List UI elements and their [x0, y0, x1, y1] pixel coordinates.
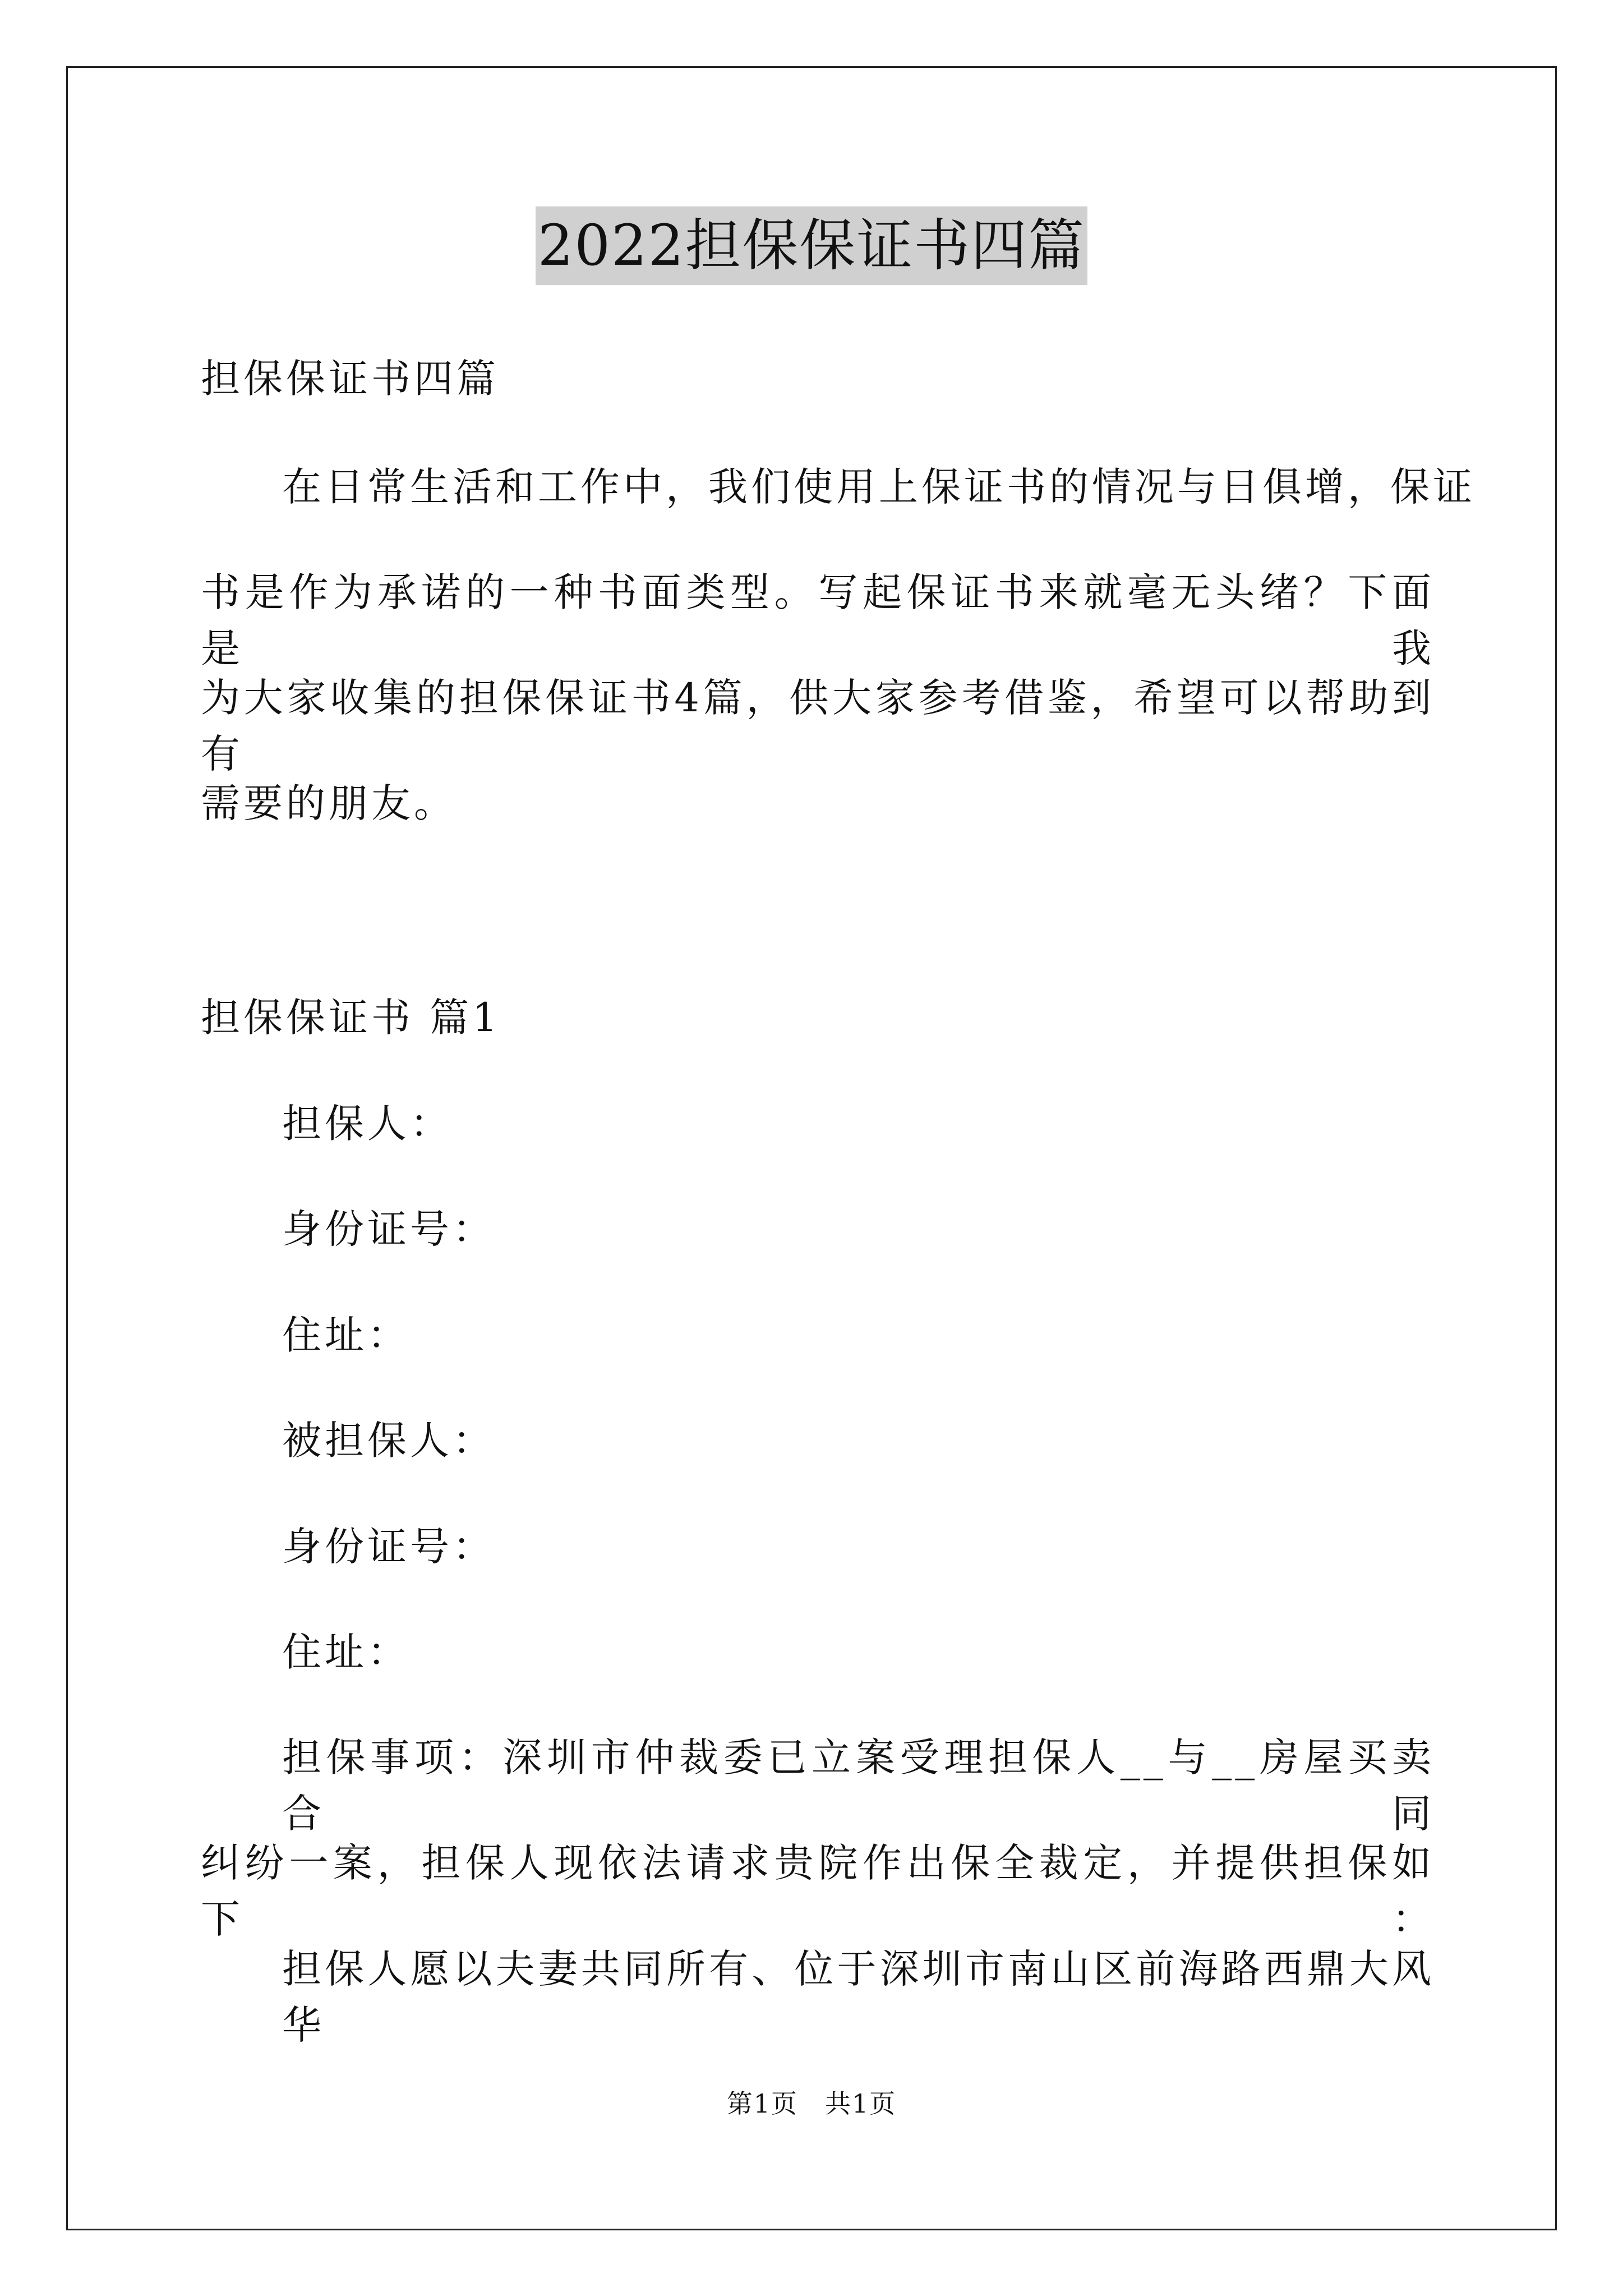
intro-line-1: 在日常生活和工作中，我们使用上保证书的情况与日俱增，保证 — [282, 464, 1476, 510]
pledge-line: 担保人愿以夫妻共同所有、位于深圳市南山区前海路西鼎大风华 — [282, 1946, 1435, 2048]
matter-line-1: 担保事项：深圳市仲裁委已立案受理担保人__与__房屋买卖合同 — [282, 1734, 1435, 1837]
intro-line-2: 书是作为承诺的一种书面类型。写起保证书来就毫无头绪？下面是我 — [201, 569, 1435, 671]
matter-line-2: 纠纷一案，担保人现依法请求贵院作出保全裁定，并提供担保如下： — [201, 1840, 1435, 1942]
intro-line-4: 需要的朋友。 — [201, 780, 457, 826]
title-container — [0, 206, 1623, 285]
document-title: 2022担保保证书四篇 — [536, 206, 1088, 285]
intro-line-3: 为大家收集的担保保证书4篇，供大家参考借鉴，希望可以帮助到有 — [201, 675, 1435, 777]
section-heading: 担保保证书 篇1 — [201, 995, 501, 1041]
field-guarantor-address: 住址： — [282, 1312, 410, 1358]
field-guarantor-id: 身份证号： — [282, 1206, 495, 1252]
field-guaranteed-id: 身份证号： — [282, 1524, 495, 1570]
field-guaranteed: 被担保人： — [282, 1418, 495, 1464]
document-subtitle: 担保保证书四篇 — [201, 356, 499, 402]
field-guarantor: 担保人： — [282, 1101, 453, 1147]
page-footer: 第1页 共1页 — [726, 2088, 897, 2119]
field-guaranteed-address: 住址： — [282, 1629, 410, 1675]
